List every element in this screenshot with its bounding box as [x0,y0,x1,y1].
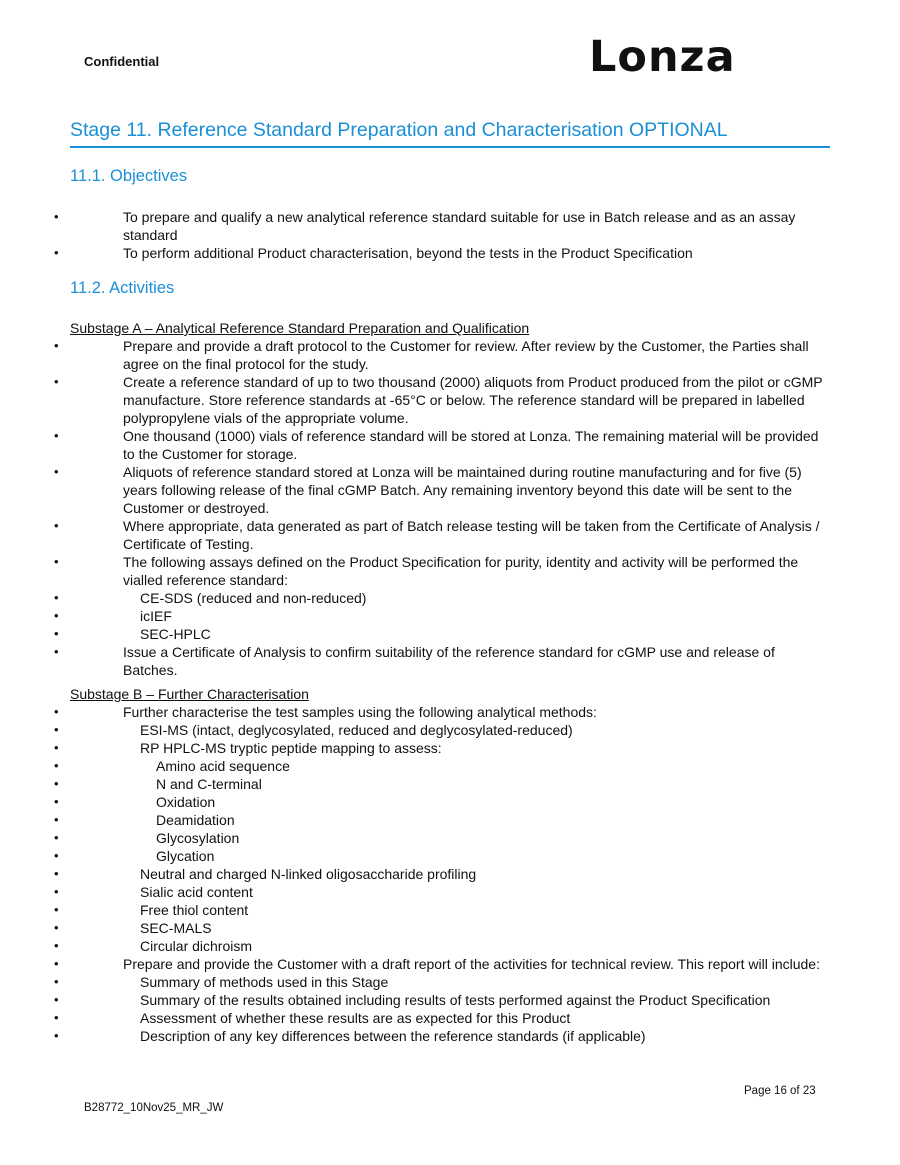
stage-title: Stage 11. Reference Standard Preparation and Characterisation OPTIONAL [70,119,830,148]
list-item: • Aliquots of reference standard stored at Lonza will be maintained during routine manufacturing and for five (5) years following release of the final cGMP Batch. Any remaining inventory beyond this date will be sent to the Customer or destroyed. [70,463,830,517]
report-item: • Description of any key differences between the reference standards (if applicable) [70,1027,830,1045]
confidential-label: Confidential [84,54,160,69]
list-item: • The following assays defined on the Product Specification for purity, identity and activity will be performed the vialled reference standard: [70,553,830,589]
list-item: • Further characterise the test samples using the following analytical methods: [70,703,830,721]
method-item: • Circular dichroism [70,937,830,955]
method-item: • RP HPLC-MS tryptic peptide mapping to assess: [70,739,830,757]
list-item: • One thousand (1000) vials of reference standard will be stored at Lonza. The remaining material will be provided to the Customer for storage. [70,427,830,463]
method-item: • SEC-MALS [70,919,830,937]
rp-sub-item: • N and C-terminal [70,775,830,793]
substage-a-list [70,337,830,679]
objectives-list-container [70,208,830,262]
list-item: • To prepare and qualify a new analytical reference standard suitable for use in Batch release and as an assay standard [70,208,830,244]
method-item: • Sialic acid content [70,883,830,901]
activities-heading: 11.2. Activities [70,279,175,297]
method-item: • ESI-MS (intact, deglycosylated, reduced and deglycosylated-reduced) [70,721,830,739]
report-item: • Summary of methods used in this Stage [70,973,830,991]
list-item: • Create a reference standard of up to two thousand (2000) aliquots from Product produced from the pilot or cGMP manufacture. Store reference standards at -65°C or below. The reference standard will be prepared in labelled polypropylene vials of the appropriate volume. [70,373,830,427]
substage-a-title: Substage A – Analytical Reference Standard Preparation and Qualification [70,320,530,336]
objectives-heading: 11.1. Objectives [70,167,188,185]
assay-item: • CE-SDS (reduced and non-reduced) [70,589,830,607]
method-item: • Free thiol content [70,901,830,919]
assay-item: • SEC-HPLC [70,625,830,643]
assay-item: • icIEF [70,607,830,625]
list-item: • Where appropriate, data generated as part of Batch release testing will be taken from the Certificate of Analysis / Certificate of Testing. [70,517,830,553]
document-reference: B28772_10Nov25_MR_JW [84,1102,224,1114]
report-item: • Assessment of whether these results are as expected for this Product [70,1009,830,1027]
rp-sub-item: • Glycation [70,847,830,865]
page-number: Page 16 of 23 [744,1085,816,1097]
list-item: • To perform additional Product characterisation, beyond the tests in the Product Specification [70,244,830,262]
rp-sub-item: • Amino acid sequence [70,757,830,775]
substage-b-title: Substage B – Further Characterisation [70,686,309,702]
lonza-logo: Lonza [589,32,736,82]
rp-sub-item: • Glycosylation [70,829,830,847]
activities-content [70,319,830,1045]
list-item: • Issue a Certificate of Analysis to confirm suitability of the reference standard for cGMP use and release of Batches. [70,643,830,679]
rp-sub-item: • Oxidation [70,793,830,811]
method-item: • Neutral and charged N-linked oligosaccharide profiling [70,865,830,883]
list-item: • Prepare and provide a draft protocol to the Customer for review. After review by the Customer, the Parties shall agree on the final protocol for the study. [70,337,830,373]
objectives-list [70,208,830,262]
rp-sub-item: • Deamidation [70,811,830,829]
report-item: • Summary of the results obtained including results of tests performed against the Product Specification [70,991,830,1009]
list-item: • Prepare and provide the Customer with a draft report of the activities for technical review. This report will include: [70,955,830,973]
substage-b-list [70,703,830,1045]
